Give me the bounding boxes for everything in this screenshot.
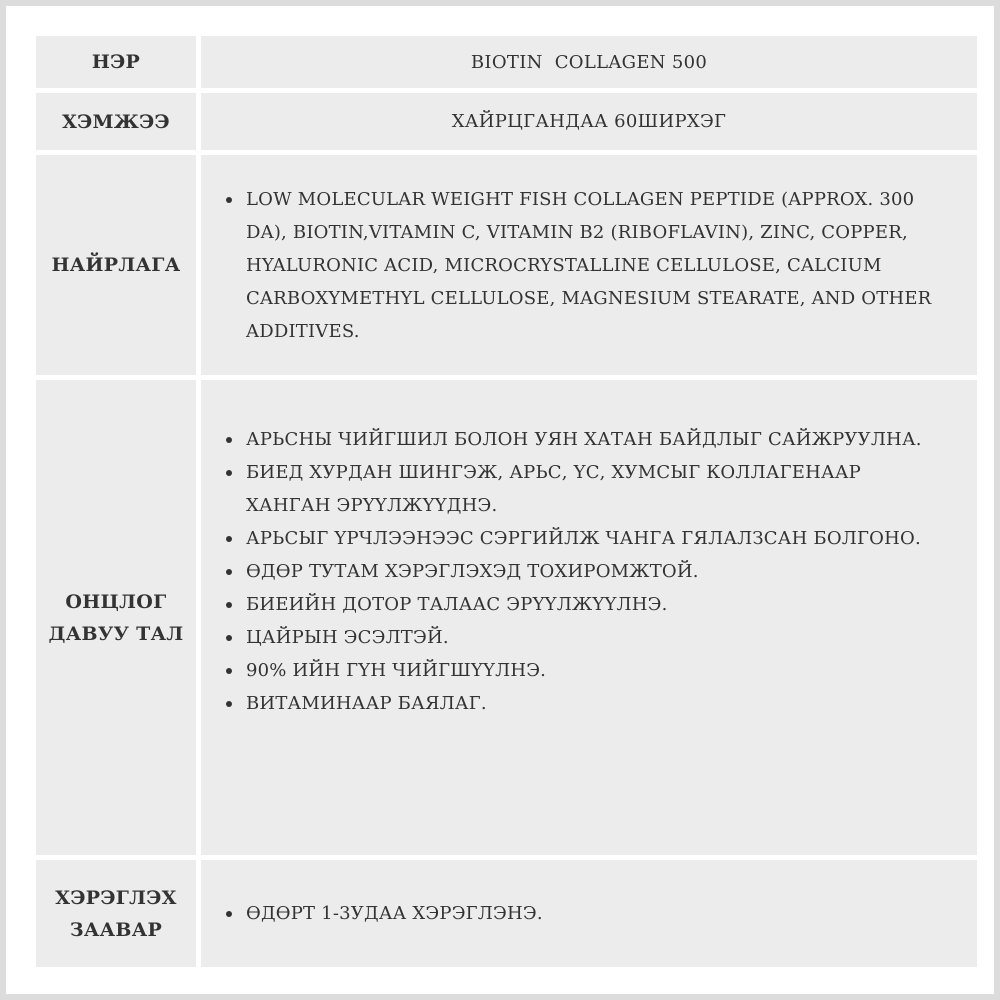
list-item: АРЬСНЫ ЧИЙГШИЛ БОЛОН УЯН ХАТАН БАЙДЛЫГ САЙЖРУУЛНА. [201, 423, 937, 456]
features-value-cell [201, 380, 977, 855]
name-label-cell [36, 36, 196, 88]
features-label-cell [36, 380, 196, 855]
size-label: ХЭМЖЭЭ [62, 110, 170, 133]
features-label-line1: ОНЦЛОГ [65, 590, 167, 613]
ingredients-value-cell [201, 155, 977, 375]
list-item: ӨДӨР ТУТАМ ХЭРЭГЛЭХЭД ТОХИРОМЖТОЙ. [201, 555, 937, 588]
list-item: БИЕД ХУРДАН ШИНГЭЖ, АРЬС, ҮС, ХУМСЫГ КОЛЛАГЕНААР ХАНГАН ЭРҮҮЛЖҮҮДНЭ. [201, 456, 937, 522]
product-size: ХАЙРЦГАНДАА 60ШИРХЭГ [451, 111, 727, 132]
list-item: ВИТАМИНААР БАЯЛАГ. [201, 687, 937, 720]
ingredients-label-cell [36, 155, 196, 375]
list-item: 90% ИЙН ГҮН ЧИЙГШҮҮЛНЭ. [201, 654, 937, 687]
size-label-cell [36, 93, 196, 150]
list-item: АРЬСЫГ ҮРЧЛЭЭНЭЭС СЭРГИЙЛЖ ЧАНГА ГЯЛАЛЗСАН БОЛГОНО. [201, 522, 937, 555]
usage-label [55, 882, 176, 946]
size-value-cell [201, 93, 977, 150]
features-label-line2: ДАВУУ ТАЛ [48, 622, 184, 645]
list-item: ЦАЙРЫН ЭСЭЛТЭЙ. [201, 621, 937, 654]
features-label [49, 586, 184, 650]
ingredients-list [201, 183, 955, 348]
usage-value-cell [201, 860, 977, 967]
usage-list [201, 897, 543, 930]
list-item: ӨДӨРТ 1-3УДАА ХЭРЭГЛЭНЭ. [201, 897, 543, 930]
usage-label-line1: ХЭРЭГЛЭХ [55, 886, 177, 909]
name-label: НЭР [91, 51, 141, 73]
usage-label-line2: ЗААВАР [69, 918, 163, 941]
list-item: LOW MOLECULAR WEIGHT FISH COLLAGEN PEPTIDE (APPROX. 300 DA), BIOTIN,VITAMIN C, VITAMIN B2 (RIBOFLAVIN), ZINC, COPPER, HYALURONIC ACID, MICROCRYSTALLINE CELLULOSE, CALCIUM CARBOXYMETHYL CELLULOSE, MAGNESIUM STEARATE, AND OTHER ADDITIVES. [201, 183, 955, 348]
ingredients-label: НАЙРЛАГА [51, 254, 181, 276]
product-name: BIOTIN COLLAGEN 500 [470, 51, 708, 73]
features-list [201, 423, 937, 720]
usage-label-cell [36, 860, 196, 967]
name-value-cell [201, 36, 977, 88]
list-item: БИЕИЙН ДОТОР ТАЛААС ЭРҮҮЛЖҮҮЛНЭ. [201, 588, 937, 621]
